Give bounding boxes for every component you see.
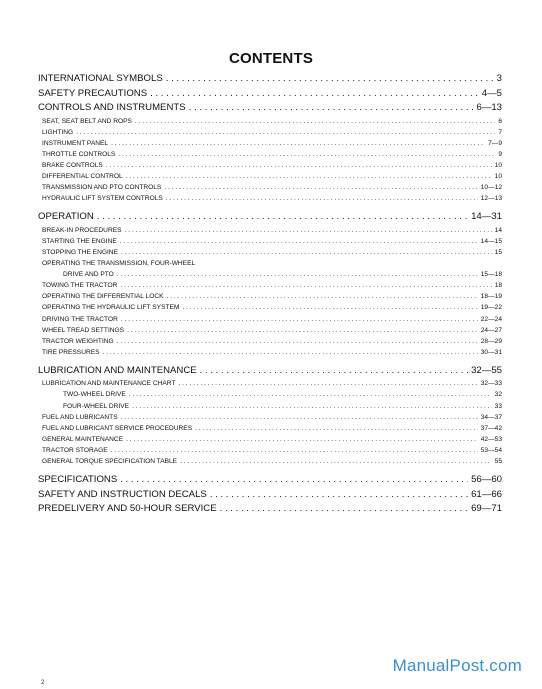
dot-leader — [76, 127, 495, 138]
toc-entry-label: WHEEL TREAD SETTINGS — [42, 326, 125, 334]
toc-section-entry — [38, 101, 502, 116]
toc-entry-label: TRACTOR STORAGE — [42, 446, 108, 454]
toc-entry-pages: 6 — [498, 117, 502, 125]
toc-entry-label: OPERATION — [38, 211, 94, 223]
dot-leader — [132, 401, 492, 412]
toc-entry-label: GENERAL MAINTENANCE — [42, 435, 124, 443]
toc-entry-pages: 69—71 — [471, 503, 502, 515]
toc-subsection-entry — [38, 434, 502, 445]
toc-entry-label: PREDELIVERY AND 50-HOUR SERVICE — [38, 503, 217, 515]
toc-entry-pages: 7—9 — [488, 139, 502, 147]
toc-entry-label: OPERATING THE TRANSMISSION, FOUR-WHEEL — [42, 260, 196, 268]
dot-leader — [167, 291, 478, 302]
toc-section-entry — [38, 210, 502, 225]
toc-entry-label: FOUR-WHEEL DRIVE — [63, 402, 130, 410]
toc-subsection-entry — [38, 138, 502, 149]
toc-entry-label: GENERAL TORQUE SPECIFICATION TABLE — [42, 458, 178, 466]
toc-entry-label: LUBRICATION AND MAINTENANCE CHART — [42, 380, 176, 388]
dot-leader — [129, 389, 492, 400]
toc-entry-pages: 7 — [498, 128, 502, 136]
toc-entry-label: SPECIFICATIONS — [38, 474, 118, 486]
toc-entry-label: OPERATING THE DIFFERENTIAL LOCK — [42, 293, 164, 301]
toc-section-entry — [38, 87, 502, 102]
dot-leader — [220, 502, 468, 517]
toc-subsection-entry — [38, 412, 502, 423]
toc-entry-label: OPERATING THE HYDRAULIC LIFT SYSTEM — [42, 304, 180, 312]
toc-entry-pages: 18 — [494, 282, 502, 290]
toc-section-entry — [38, 473, 502, 488]
dot-leader — [195, 423, 478, 434]
dot-leader — [121, 412, 478, 423]
toc-entry-pages: 30—31 — [480, 348, 502, 356]
dot-leader — [117, 336, 478, 347]
toc-subsection-entry — [38, 291, 502, 302]
toc-subsection-entry — [38, 258, 502, 269]
dot-leader — [200, 364, 468, 379]
toc-entry-pages: 10 — [494, 161, 502, 169]
toc-subsection-entry — [38, 247, 502, 258]
toc-entry-pages: 9 — [498, 150, 502, 158]
dot-leader — [106, 160, 492, 171]
toc-subsection-entry — [38, 336, 502, 347]
toc-subsection-entry — [38, 423, 502, 434]
toc-entry-label: BREAK-IN PROCEDURES — [42, 226, 122, 234]
toc-entry-pages: 33 — [494, 402, 502, 410]
toc-entry-pages: 22—24 — [480, 315, 502, 323]
toc-entry-label: CONTROLS AND INSTRUMENTS — [38, 102, 186, 113]
toc-entry-pages: 42—53 — [480, 435, 502, 443]
toc-subsection-entry — [38, 456, 502, 467]
dot-leader — [120, 280, 491, 291]
toc-subsection-entry — [38, 127, 502, 138]
dot-leader — [117, 269, 478, 280]
dot-leader — [166, 193, 478, 204]
toc-subsection-entry — [38, 302, 502, 313]
toc-entry-pages: 55 — [494, 458, 502, 466]
toc-entry-pages: 34—37 — [480, 413, 502, 421]
toc-entry-pages: 56—60 — [471, 474, 502, 486]
toc-entry-pages: 61—66 — [471, 488, 502, 500]
toc-entry-label: STOPPING THE ENGINE — [42, 248, 118, 256]
toc-subsection-entry — [38, 314, 502, 325]
dot-leader — [127, 325, 478, 336]
toc-entry-pages: 14—15 — [480, 237, 502, 245]
dot-leader — [120, 236, 478, 247]
toc-entry-pages: 32—55 — [471, 364, 502, 376]
toc-entry-label: SAFETY AND INSTRUCTION DECALS — [38, 488, 207, 500]
page-title: CONTENTS — [228, 50, 314, 67]
dot-leader — [180, 456, 492, 467]
dot-leader — [118, 149, 495, 160]
dot-leader — [164, 182, 477, 193]
dot-leader — [121, 247, 492, 258]
toc-entry-pages: 28—29 — [480, 337, 502, 345]
dot-leader — [121, 314, 478, 325]
toc-entry-pages: 32—33 — [480, 380, 502, 388]
toc-entry-label: FUEL AND LUBRICANTS — [42, 413, 118, 421]
toc-entry-label: TOWING THE TRACTOR — [42, 282, 118, 290]
toc-subsection-entry — [38, 160, 502, 171]
toc-entry-label: HYDRAULIC LIFT SYSTEM CONTROLS — [42, 195, 163, 203]
toc-entry-pages: 3 — [496, 73, 502, 84]
toc-entry-label: BRAKE CONTROLS — [42, 161, 103, 169]
toc-entry-label: TWO-WHEEL DRIVE — [63, 391, 126, 399]
toc-subsection-entry — [38, 193, 502, 204]
toc-entry-label: DRIVING THE TRACTOR — [42, 315, 118, 323]
toc-entry-pages: 14—31 — [471, 211, 502, 223]
toc-entry-label: SEAT, SEAT BELT AND ROPS — [42, 117, 132, 125]
dot-leader — [150, 87, 479, 102]
toc-section-entry — [38, 502, 502, 517]
toc-entry-label: SAFETY PRECAUTIONS — [38, 87, 148, 99]
dot-leader — [126, 434, 478, 445]
toc-subsection-entry — [38, 269, 502, 280]
toc-entry-label: INSTRUMENT PANEL — [42, 139, 109, 147]
toc-entry-label: LUBRICATION AND MAINTENANCE — [38, 364, 197, 376]
toc-entry-label: TIRE PRESSURES — [42, 348, 100, 356]
dot-leader — [103, 347, 478, 358]
toc-entry-pages: 24—27 — [480, 326, 502, 334]
toc-subsection-entry — [38, 236, 502, 247]
toc-subsection-entry — [38, 445, 502, 456]
dot-leader — [97, 210, 468, 225]
dot-leader — [210, 488, 468, 503]
toc-entry-pages: 18—19 — [480, 293, 502, 301]
toc-entry-label: DRIVE AND PTO — [63, 271, 114, 279]
toc-entry-pages: 32 — [494, 391, 502, 399]
dot-leader — [135, 116, 495, 127]
toc-entry-label: STARTING THE ENGINE — [42, 237, 117, 245]
dot-leader — [125, 225, 492, 236]
toc-entry-pages: 12—13 — [480, 195, 502, 203]
toc-entry-pages: 15 — [494, 248, 502, 256]
toc-entry-pages: 14 — [494, 226, 502, 234]
toc-subsection-entry — [38, 149, 502, 160]
toc-entry-label: TRANSMISSION AND PTO CONTROLS — [42, 184, 162, 192]
toc-entry-label: THROTTLE CONTROLS — [42, 150, 116, 158]
toc-entry-pages: 6—13 — [476, 102, 502, 113]
toc-entry-label: DIFFERENTIAL CONTROL — [42, 172, 123, 180]
dot-leader — [111, 445, 478, 456]
toc-section-entry — [38, 488, 502, 503]
toc-entry-label: INTERNATIONAL SYMBOLS — [38, 73, 163, 84]
toc-subsection-entry — [38, 325, 502, 336]
toc-entry-label: FUEL AND LUBRICANT SERVICE PROCEDURES — [42, 424, 193, 432]
page-number: 2 — [41, 680, 45, 686]
toc-entry-pages: 10—12 — [480, 184, 502, 192]
toc-subsection-entry — [38, 171, 502, 182]
toc-subsection-entry — [38, 280, 502, 291]
toc-subsection-entry — [38, 401, 502, 412]
dot-leader — [182, 302, 477, 313]
toc-entry-pages: 4—5 — [481, 87, 502, 99]
toc-subsection-entry — [38, 347, 502, 358]
table-of-contents — [38, 72, 502, 517]
toc-subsection-entry — [38, 378, 502, 389]
toc-subsection-entry — [38, 182, 502, 193]
toc-subsection-entry — [38, 116, 502, 127]
toc-entry-label: LIGHTING — [42, 128, 74, 136]
dot-leader — [166, 72, 494, 87]
toc-entry-pages: 53—54 — [480, 446, 502, 454]
dot-leader — [111, 138, 485, 149]
dot-leader — [189, 101, 474, 116]
toc-entry-pages: 37—42 — [480, 424, 502, 432]
dot-leader — [178, 378, 477, 389]
dot-leader — [120, 473, 468, 488]
dot-leader — [126, 171, 492, 182]
watermark: ManualPost.com — [392, 656, 522, 675]
toc-subsection-entry — [38, 389, 502, 400]
toc-entry-pages: 19—22 — [480, 304, 502, 312]
toc-subsection-entry — [38, 225, 502, 236]
toc-section-entry — [38, 364, 502, 379]
toc-entry-pages: 15—18 — [480, 271, 502, 279]
toc-entry-pages: 10 — [494, 172, 502, 180]
toc-section-entry — [38, 72, 502, 87]
toc-entry-label: TRACTOR WEIGHTING — [42, 337, 114, 345]
